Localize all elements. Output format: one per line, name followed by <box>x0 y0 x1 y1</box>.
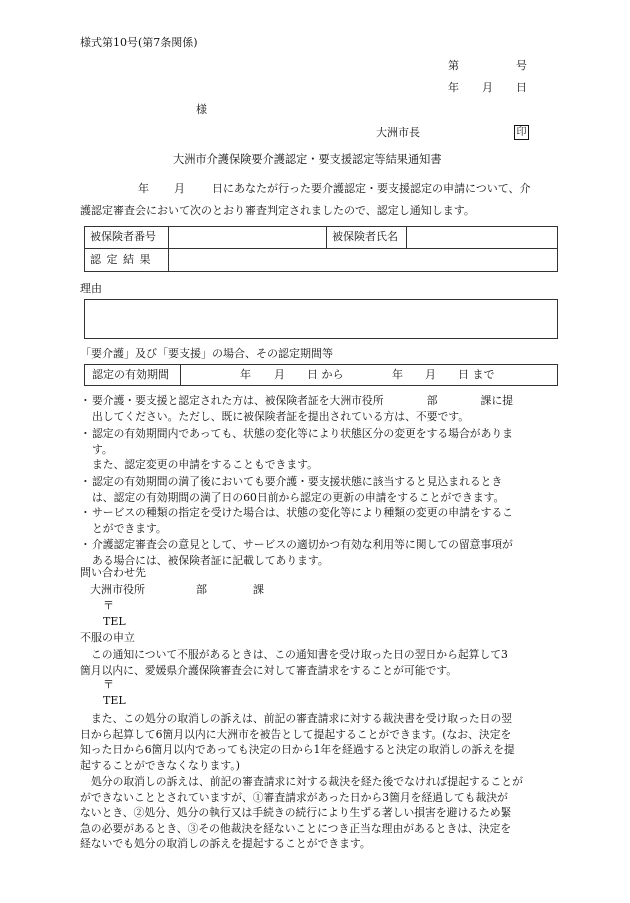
appeal-paragraph-2 <box>80 711 560 773</box>
addressee-sama: 様 <box>196 103 207 116</box>
note-item <box>80 474 558 505</box>
period-heading: 「要介護」及び「要支援」の場合、その認定期間等 <box>80 347 333 360</box>
appeal-heading: 不服の申立 <box>80 631 135 644</box>
appeal-line: また、この処分の取消しの訴えは、前記の審査請求に対する裁決書を受け取った日の翌 <box>91 712 513 725</box>
note-line: ある場合には、被保険者証に記載してあります。 <box>92 553 329 567</box>
period-label: 認定の有効期間 <box>92 368 169 381</box>
appeal-line: 箇月以内に、愛媛県介護保険審査会に対して審査請求をすることが可能です。 <box>80 663 458 677</box>
note-bullet: ・ <box>80 506 91 519</box>
appeal-paragraph-3 <box>80 774 560 852</box>
document-title: 大洲市介護保険要介護認定・要支援認定等結果通知書 <box>173 153 442 166</box>
note-bullet: ・ <box>80 394 91 407</box>
note-item <box>80 393 558 424</box>
appeal-line: 起することができなくなります。) <box>80 758 240 772</box>
contact-ka: 課 <box>253 583 264 596</box>
note-bullet: ・ <box>80 538 91 551</box>
note-item <box>80 505 558 536</box>
note-line: は、認定の有効期間の満了日の60日前から認定の更新の申請をすることができます。 <box>92 490 505 504</box>
period-to-month: 月 <box>425 368 436 381</box>
period-to-day: 日 まで <box>458 368 495 381</box>
contact-postal-mark: 〒 <box>103 599 114 612</box>
issuer: 大洲市長 <box>376 126 420 139</box>
period-table-divider <box>180 364 181 386</box>
appeal-line: 知った日から6箇月以内であっても決定の日から1年を経過すると決定の取消しの訴えを提 <box>80 743 515 756</box>
form-number: 様式第10号(第7条関係) <box>80 36 198 49</box>
appeal-line: この通知について不服があるときは、この通知書を受け取った日の翌日から起算して3 <box>91 648 508 661</box>
appeal-line: 処分の取消しの訴えは、前記の審査請求に対する裁決を経た後でなければ提起することが <box>91 775 523 788</box>
note-line: とができます。 <box>92 521 167 535</box>
period-from-year: 年 <box>240 368 251 381</box>
contact-tel: TEL <box>103 615 126 628</box>
date-month: 月 <box>482 81 493 94</box>
number-dai: 第 <box>448 59 459 72</box>
appeal-line: 日から起算して6箇月以内に大洲市を被告として提起することができます。(なお、決定を <box>80 727 512 741</box>
appeal-line: 経ないでも処分の取消しの訴えを提起することができます。 <box>80 837 371 850</box>
reason-box <box>84 299 558 339</box>
contact-bu: 部 <box>196 583 207 596</box>
note-bullet: ・ <box>80 427 91 440</box>
note-line: サービスの種類の指定を受けた場合は、状態の変化等により種類の変更の申請をするこ <box>92 506 514 519</box>
note-line: 認定の有効期間の満了後においても要介護・要支援状態に該当すると見込まれるとき <box>92 475 503 488</box>
contact-office: 大洲市役所 <box>90 583 145 596</box>
result-label: 認 定 結 果 <box>90 253 152 266</box>
number-go: 号 <box>516 59 527 72</box>
insured-table-col-divider-3 <box>406 226 407 248</box>
intro-line1: 日にあなたが行った要介護認定・要支援認定の申請について、介 <box>212 182 531 195</box>
insured-number-label: 被保険者番号 <box>90 230 156 243</box>
note-line: す。 <box>92 442 113 456</box>
period-from-day: 日 から <box>307 368 344 381</box>
note-line: 認定の有効期間内であっても、状態の変化等により状態区分の変更をする場合がありま <box>92 427 513 440</box>
note-bullet: ・ <box>80 475 91 488</box>
period-to-year: 年 <box>392 368 403 381</box>
appeal-line: 急の必要があるとき、③その他裁決を経ないことにつき正当な理由があるときは、決定を <box>80 821 512 835</box>
intro-year: 年 <box>138 182 149 195</box>
appeal-paragraph-1 <box>80 647 560 678</box>
contact-heading: 問い合わせ先 <box>80 566 146 579</box>
note-item <box>80 426 558 473</box>
note-line: また、認定変更の申請をすることもできます。 <box>92 458 318 471</box>
reason-label: 理由 <box>80 282 102 295</box>
appeal-tel: TEL <box>103 694 126 707</box>
note-item <box>80 537 558 568</box>
date-day: 日 <box>516 81 527 94</box>
appeal-line: ないとき、②処分、処分の執行又は手続きの続行により生ずる著しい損害を避けるため緊 <box>80 806 512 819</box>
note-line: 出してください。ただし、既に被保険者証を提出されている方は、不要です。 <box>92 409 470 423</box>
insured-table-row-divider <box>84 248 558 249</box>
note-line: 介護認定審査会の意見として、サービスの適切かつ有効な利用等に関しての留意事項が <box>92 538 513 551</box>
intro-month: 月 <box>174 182 185 195</box>
intro-line2: 護認定審査会において次のとおり審査判定されましたので、認定し通知します。 <box>80 204 475 217</box>
seal-mark: 印 <box>514 125 529 140</box>
date-year: 年 <box>448 81 459 94</box>
insured-table-col-divider <box>168 226 169 272</box>
note-line: 要介護・要支援と認定された方は、被保険者証を大洲市役所 部 課に提 <box>92 394 514 407</box>
insured-name-label: 被保険者氏名 <box>332 230 398 243</box>
appeal-line: ができないこととされていますが、①審査請求があった日から3箇月を経過しても裁決が <box>80 790 508 804</box>
insured-table-col-divider-2 <box>326 226 327 248</box>
appeal-postal-mark: 〒 <box>103 678 114 691</box>
period-from-month: 月 <box>274 368 285 381</box>
